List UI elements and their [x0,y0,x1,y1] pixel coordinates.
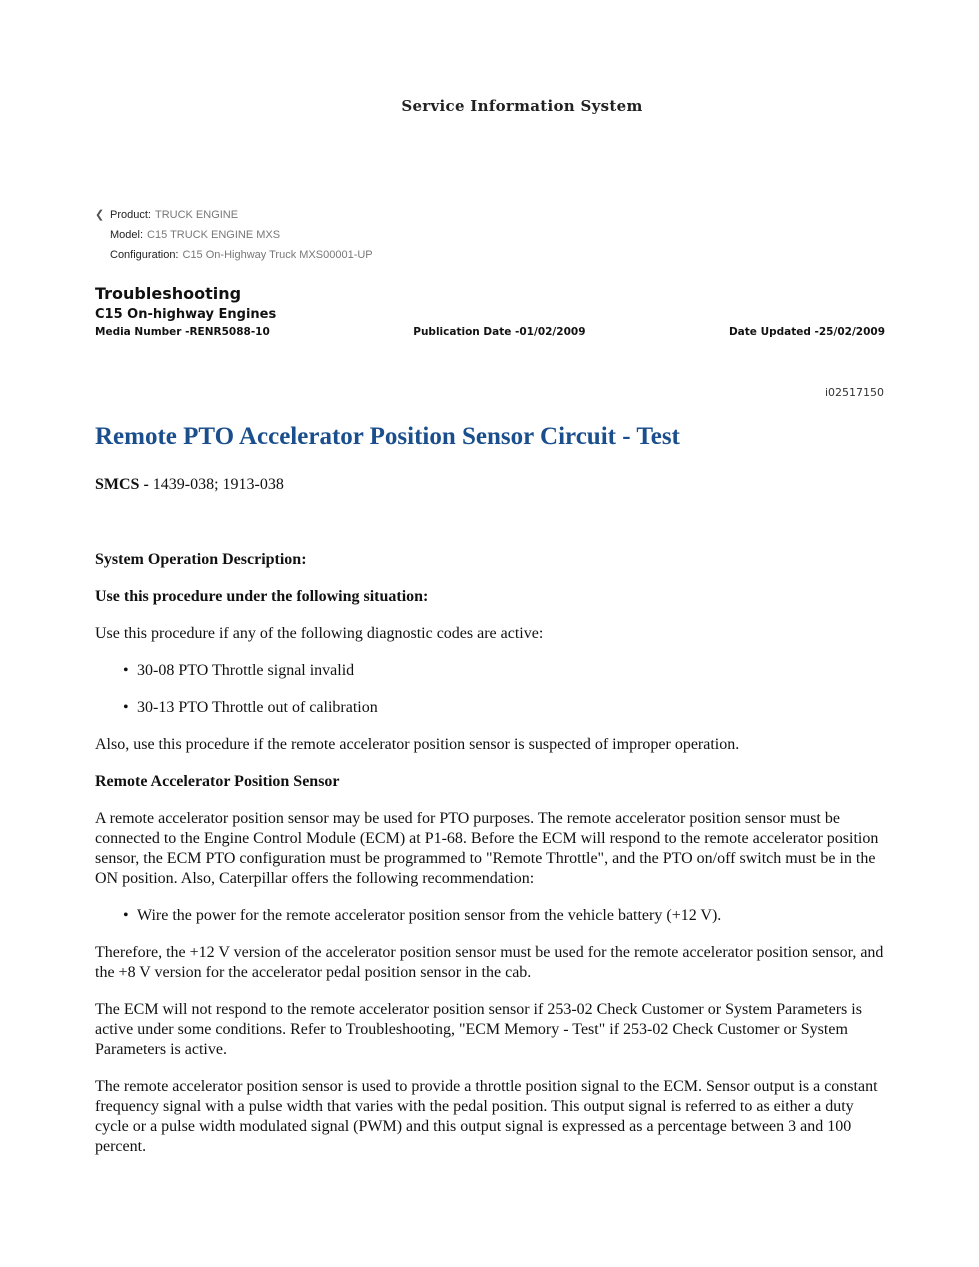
document-id: i02517150 [824,386,884,399]
nav-model [95,227,373,247]
date-updated: Date Updated -25/02/2009 [728,326,885,338]
recommendation-list [95,906,885,926]
smcs-label: SMCS - [95,476,149,493]
bullet-icon: • [123,907,129,924]
diagnostic-code-list [95,661,885,718]
smcs-line [95,476,284,494]
list-item: • 30-13 PTO Throttle out of calibration [123,699,378,716]
nav-product[interactable] [95,207,373,227]
smcs-value: 1439-038; 1913-038 [152,476,284,493]
heading-system-operation: System Operation Description: [95,551,307,568]
nav-configuration [95,247,373,267]
intro-paragraph: Use this procedure if any of the following diagnostic codes are active: [95,625,544,642]
document-header [95,283,885,338]
document-body [95,550,885,1174]
heading-use-procedure: Use this procedure under the following situation: [95,588,429,605]
paragraph-2: Therefore, the +12 V version of the accelerator position sensor must be used for the remote accelerator position sensor, and the +8 V version for the accelerator pedal position sensor in the cab. [95,944,884,981]
bullet-icon: • [123,699,129,716]
paragraph-1: A remote accelerator position sensor may be used for PTO purposes. The remote accelerator position sensor must be connected to the Engine Control Module (ECM) at P1-68. Before the ECM will respond to the remote accelerator position sensor, the ECM PTO configuration must be programmed to "Remote Throttle", and the PTO on/off switch must be in the ON position. Also, Caterpillar offers the following recommendation: [95,810,879,887]
bullet-icon: • [123,662,129,679]
product-value[interactable]: TRUCK ENGINE [154,209,239,221]
list-item: • 30-08 PTO Throttle signal invalid [123,662,355,679]
media-number: Media Number -RENR5088-10 [95,326,270,338]
product-label: Product: [110,209,151,221]
heading-remote-sensor: Remote Accelerator Position Sensor [95,773,340,790]
config-label: Configuration: [110,249,179,261]
header-meta [95,326,885,338]
model-value[interactable]: C15 TRUCK ENGINE MXS [147,229,281,241]
header-subtitle: C15 On-highway Engines [95,307,277,322]
config-value[interactable]: C15 On-Highway Truck MXS00001-UP [182,249,373,261]
banner-title: Service Information System [401,97,643,115]
publication-date: Publication Date -01/02/2009 [413,326,586,338]
page-title: Remote PTO Accelerator Position Sensor Circuit - Test [95,423,680,450]
breadcrumb [95,207,373,267]
model-label: Model: [110,229,144,241]
header-title: Troubleshooting [95,284,242,303]
paragraph-4: The remote accelerator position sensor is used to provide a throttle position signal to the ECM. Sensor output is a constant frequency signal with a pulse width that varies with the pedal position. This output signal is referred to as either a duty cycle or a pulse width modulated signal (PWM) and this output signal is expressed as a percentage between 3 and 100 percent. [95,1078,878,1155]
also-paragraph: Also, use this procedure if the remote accelerator position sensor is suspected of improper operation. [95,736,740,753]
chevron-left-icon[interactable]: ❮ [95,209,105,221]
list-item: • Wire the power for the remote accelerator position sensor from the vehicle battery (+12 V). [123,907,722,924]
paragraph-3: The ECM will not respond to the remote accelerator position sensor if 253-02 Check Customer or System Parameters is active under some conditions. Refer to Troubleshooting, "ECM Memory - Test" if 253-02 Check Customer or System Parameters is active. [95,1001,862,1058]
